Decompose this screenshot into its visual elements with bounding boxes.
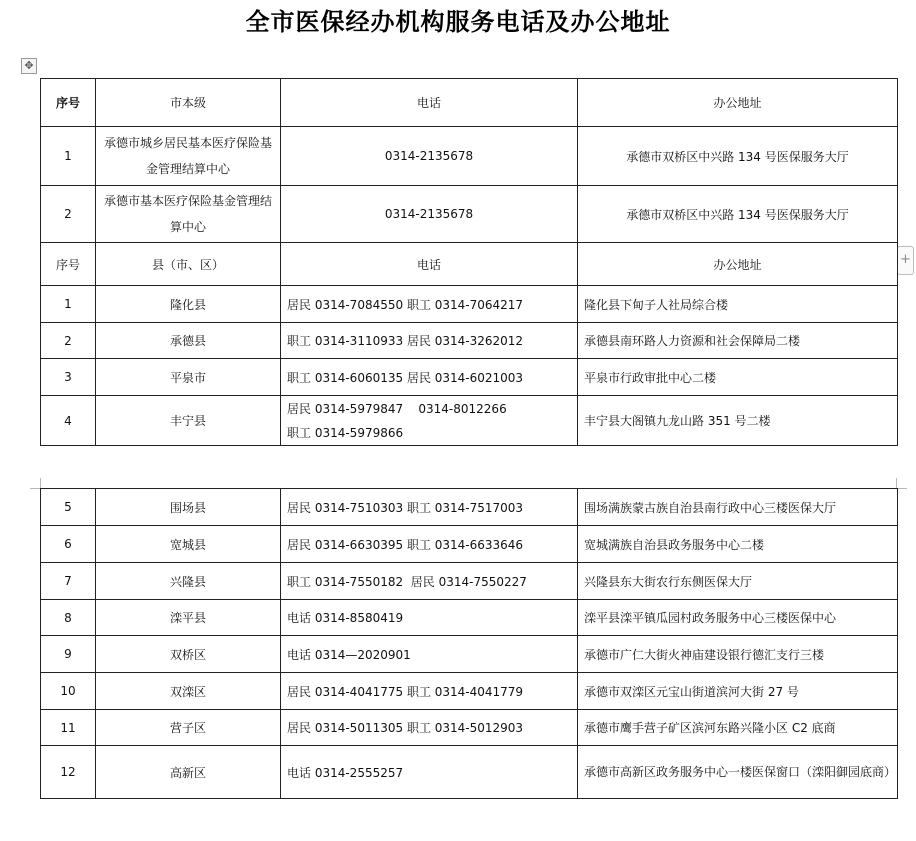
row-phone: 职工 0314-7550182 居民 0314-7550227 [281,563,578,600]
row-address: 承德市双桥区中兴路 134 号医保服务大厅 [578,127,898,186]
row-name: 滦平县 [96,600,281,636]
row-phone: 居民 0314-6630395 职工 0314-6633646 [281,526,578,563]
header-address: 办公地址 [578,79,898,127]
table-row [41,563,898,600]
row-phone: 居民 0314-4041775 职工 0314-4041779 [281,673,578,710]
row-seq: 10 [41,673,96,710]
table-row [41,600,898,636]
row-address: 承德县南环路人力资源和社会保障局二楼 [578,323,898,359]
row-seq: 1 [41,127,96,186]
county-header-row [41,243,898,286]
row-phone: 职工 0314-6060135 居民 0314-6021003 [281,359,578,396]
row-phone: 电话 0314—2020901 [281,636,578,673]
row-name: 平泉市 [96,359,281,396]
row-name: 承德市城乡居民基本医疗保险基金管理结算中心 [96,127,281,186]
row-name: 营子区 [96,710,281,746]
row-seq: 4 [41,396,96,446]
table-move-handle-icon[interactable]: ✥ [21,58,37,74]
table-row [41,359,898,396]
row-address: 平泉市行政审批中心二楼 [578,359,898,396]
row-seq: 5 [41,489,96,526]
row-address: 承德市高新区政务服务中心一楼医保窗口（滦阳御园底商） [578,746,898,799]
row-name: 高新区 [96,746,281,799]
row-address: 兴隆县东大街农行东侧医保大厅 [578,563,898,600]
row-address: 隆化县下甸子人社局综合楼 [578,286,898,323]
table-row [41,396,898,446]
row-address: 承德市双滦区元宝山街道滨河大街 27 号 [578,673,898,710]
row-phone: 电话 0314-8580419 [281,600,578,636]
table-row [41,127,898,186]
row-seq: 2 [41,186,96,243]
row-name: 丰宁县 [96,396,281,446]
header-seq: 序号 [41,79,96,127]
row-seq: 9 [41,636,96,673]
table-row [41,746,898,799]
add-row-icon[interactable]: + [897,246,914,275]
table-row [41,186,898,243]
row-seq: 8 [41,600,96,636]
row-name: 双桥区 [96,636,281,673]
header-phone: 电话 [281,243,578,286]
header-city-level: 市本级 [96,79,281,127]
table-row [41,489,898,526]
header-seq: 序号 [41,243,96,286]
row-phone: 居民 0314-7510303 职工 0314-7517003 [281,489,578,526]
row-name: 隆化县 [96,286,281,323]
table-row [41,673,898,710]
row-address: 宽城满族自治县政务服务中心二楼 [578,526,898,563]
row-seq: 2 [41,323,96,359]
row-address: 承德市双桥区中兴路 134 号医保服务大厅 [578,186,898,243]
row-seq: 3 [41,359,96,396]
row-name: 围场县 [96,489,281,526]
table-row [41,710,898,746]
row-seq: 11 [41,710,96,746]
table-row [41,286,898,323]
header-county: 县（市、区） [96,243,281,286]
row-phone: 居民 0314-5011305 职工 0314-5012903 [281,710,578,746]
header-phone: 电话 [281,79,578,127]
row-name: 兴隆县 [96,563,281,600]
service-table-page2 [40,488,898,799]
row-name: 承德市基本医疗保险基金管理结算中心 [96,186,281,243]
row-name: 承德县 [96,323,281,359]
row-phone: 居民 0314-7084550 职工 0314-7064217 [281,286,578,323]
row-seq: 7 [41,563,96,600]
row-phone: 职工 0314-3110933 居民 0314-3262012 [281,323,578,359]
row-phone [281,396,578,446]
row-phone-line: 居民 0314-5979847 0314-8012266 [287,401,507,416]
row-seq: 6 [41,526,96,563]
row-phone-line: 职工 0314-5979866 [287,425,404,440]
row-address: 围场满族蒙古族自治县南行政中心三楼医保大厅 [578,489,898,526]
table-row [41,526,898,563]
city-header-row [41,79,898,127]
row-address: 承德市鹰手营子矿区滨河东路兴隆小区 C2 底商 [578,710,898,746]
service-table-page1 [40,78,898,446]
header-address: 办公地址 [578,243,898,286]
page-title: 全市医保经办机构服务电话及办公地址 [245,8,671,36]
row-address: 丰宁县大阁镇九龙山路 351 号二楼 [578,396,898,446]
row-seq: 12 [41,746,96,799]
row-name: 宽城县 [96,526,281,563]
row-phone: 0314-2135678 [281,186,578,243]
table-row [41,636,898,673]
row-phone: 电话 0314-2555257 [281,746,578,799]
row-seq: 1 [41,286,96,323]
row-name: 双滦区 [96,673,281,710]
row-address: 承德市广仁大街火神庙建设银行德汇支行三楼 [578,636,898,673]
row-address: 滦平县滦平镇瓜园村政务服务中心三楼医保中心 [578,600,898,636]
row-phone: 0314-2135678 [281,127,578,186]
table-row [41,323,898,359]
